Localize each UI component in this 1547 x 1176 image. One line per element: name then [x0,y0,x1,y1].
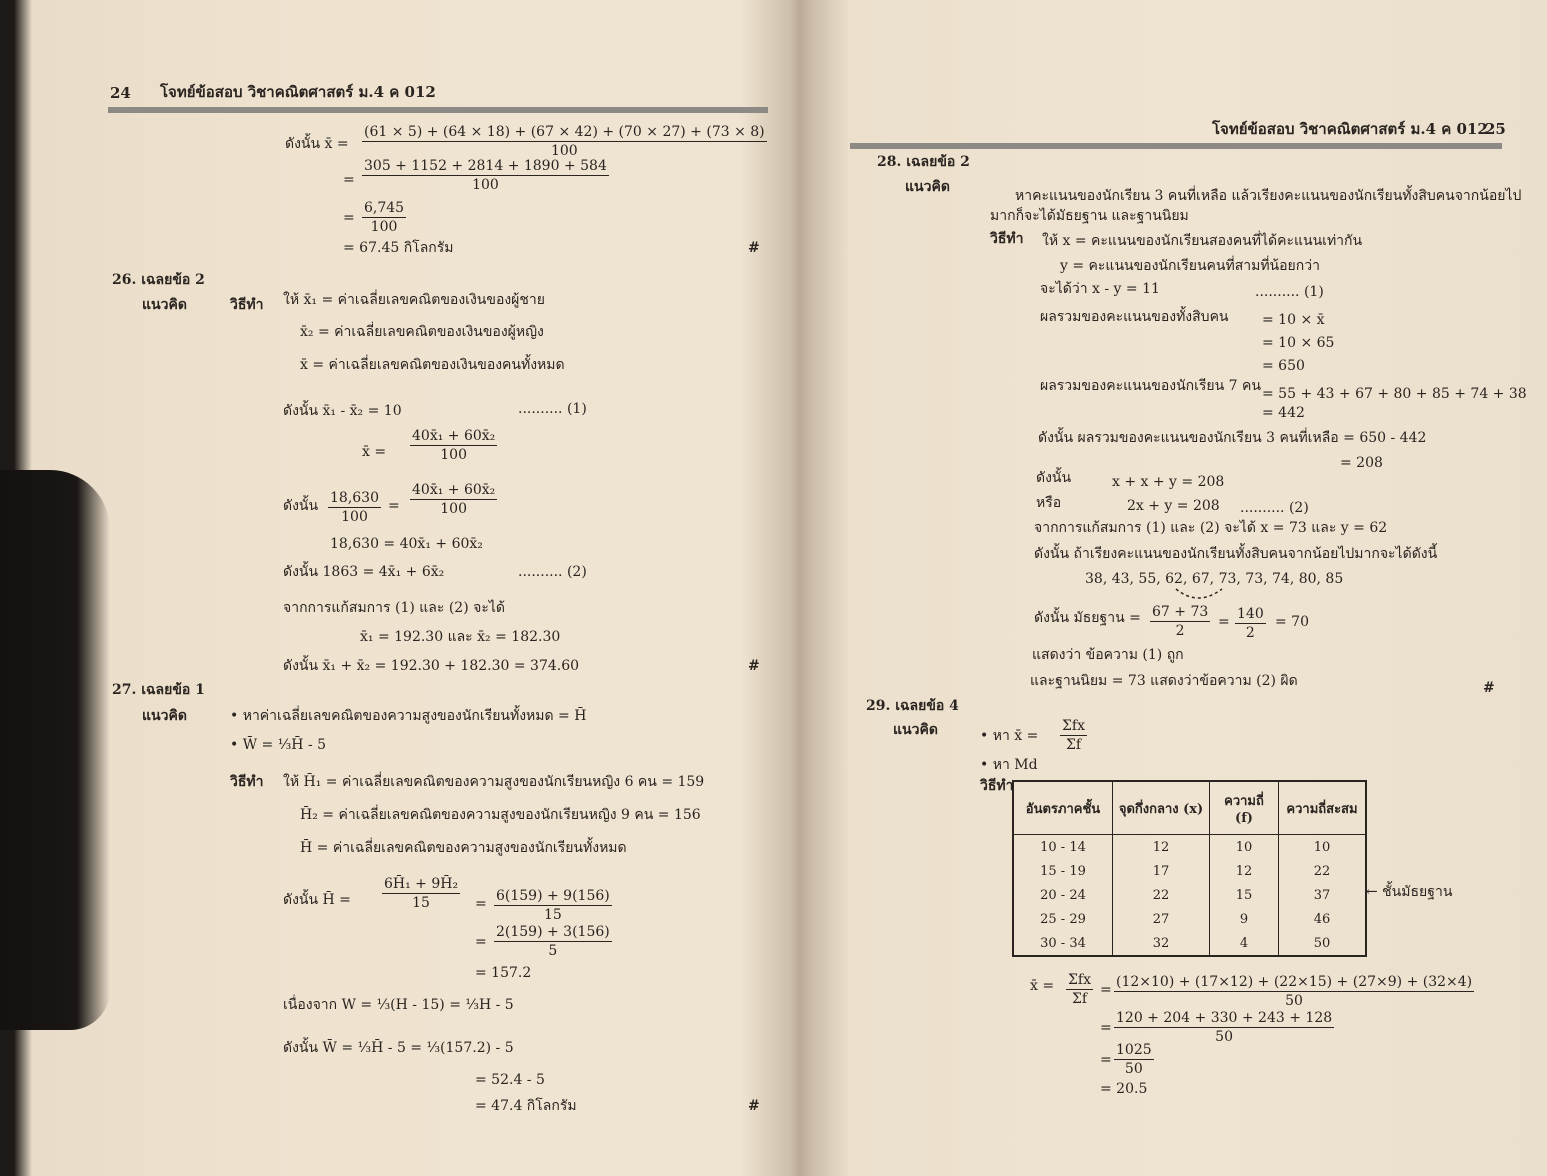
left-page-number: 24 [110,84,131,102]
q27-calc-4: = 157.2 [475,965,532,981]
left-header-rule [108,107,768,113]
table-cell: 15 [1210,883,1279,907]
q26-eq-5-tag: .......... (2) [518,564,587,580]
median-class-note: ← ชั้นมัธยฐาน [1366,884,1453,900]
q27-then-3: = 47.4 กิโลกรัม [475,1098,577,1114]
left-page-title: โจทย์ข้อสอบ วิชาคณิตศาสตร์ ม.4 ค 012 [160,83,436,101]
q28-approach: แนวคิด [905,179,950,195]
q27-end-mark: # [748,1098,760,1114]
q27-then-2: = 52.4 - 5 [475,1072,545,1088]
q28-middle-bracket [1170,585,1230,605]
q26-heading: 26. เฉลยข้อ 2 [112,272,205,288]
q29-mean-fraction-2: $\frac{120 + 204 + 330 + 243 + 128}{50}$ [1116,1010,1333,1045]
q28-eq-2-tag: .......... (2) [1240,500,1309,516]
q26-eq-1: ดังนั้น x̄₁ - x̄₂ = 10 [283,403,402,419]
q29-bullet-2: • หา Md [980,757,1038,773]
q26-let-2: x̄₂ = ค่าเฉลี่ยเลขคณิตของเงินของผู้หญิง [300,324,544,340]
q29-mean-equals: = [1100,982,1112,998]
q28-eq-2b: 2x + y = 208 [1127,498,1220,514]
q27-calc-3-equals: = [475,934,487,950]
q27-calc-2-fraction: $\frac{6(159) + 9(156)}{15}$ [496,888,610,923]
q25-fraction-3: $\frac{6,745}{100}$ [364,200,405,235]
q27-bullet-1: • หาค่าเฉลี่ยเลขคณิตของความสูงของนักเรียนทั้งหมด = H̄ [230,708,587,724]
column-header: ความถี่สะสม [1279,781,1367,835]
table-cell: 12 [1113,835,1210,860]
q27-let-1: ให้ H̄₁ = ค่าเฉลี่ยเลขคณิตของความสูงของนักเรียนหญิง 6 คน = 159 [283,774,705,790]
q25-eq-2: = [343,210,355,226]
table-cell: 4 [1210,931,1279,956]
q27-calc-fraction: $\frac{\text{6H̄₁ + 9H̄₂}}{15}$ [384,876,459,911]
q28-end-mark: # [1483,680,1495,696]
q26-eq-3-right-fraction: $\frac{\text{40x̄₁ + 60x̄₂}}{100}$ [412,482,496,517]
q27-method: วิธีทำ [230,774,264,790]
table-cell: 32 [1113,931,1210,956]
q29-mean-fraction-0: Σfx Σf [1068,972,1091,1007]
q27-let-2: H̄₂ = ค่าเฉลี่ยเลขคณิตของความสูงของนักเรียนหญิง 9 คน = 156 [300,807,701,823]
q26-eq-2-lead: x̄ = [362,444,387,460]
q26-let-1: ให้ x̄₁ = ค่าเฉลี่ยเลขคณิตของเงินของผู้ชาย [283,292,545,308]
q28-idea-1: หาคะแนนของนักเรียน 3 คนที่เหลือ แล้วเรียงคะแนนของนักเรียนทั้งสิบคนจากน้อยไป [1015,188,1522,204]
q29-mean-equals-2: = [1100,1020,1112,1036]
q27-calc-2-equals: = [475,896,487,912]
q25-end-mark: # [748,240,760,256]
q26-method: วิธีทำ [230,297,264,313]
q25-fraction-1: $\frac{(61 \times 5) + (64 \times 18) + (67 \times 42) + (70 \times 27) + (73 \times 8)}{100}$ [364,124,765,159]
column-header: จุดกึ่งกลาง (x) [1113,781,1210,835]
table-cell: 20 - 24 [1013,883,1113,907]
q28-sum-3: = 650 [1262,358,1305,374]
q29-mean-lead: x̄ = [1030,978,1055,994]
q27-calc-3-fraction: $\frac{2(159) + 3(156)}{5}$ [496,924,610,959]
q28-order: ดังนั้น ถ้าเรียงคะแนนของนักเรียนทั้งสิบคนจากน้อยไปมากจะได้ดังนี้ [1034,546,1438,562]
q28-median-fraction: $\frac{67 + 73}{2}$ [1152,604,1209,639]
right-page-number: 25 [1485,120,1506,138]
table-row [1013,931,1366,956]
table-row [1013,835,1366,860]
q29-bullet-1-fraction: Σfx Σf [1062,718,1085,753]
q27-heading: 27. เฉลยข้อ 1 [112,682,205,698]
q26-approach: แนวคิด [142,297,187,313]
q25-fraction-2: $\frac{305 + 1152 + 2814 + 1890 + 584}{100}$ [364,158,607,193]
q26-eq-3-equals: = [388,498,400,514]
q27-since: เนื่องจาก W = ⅓(H - 15) = ⅓H - 5 [283,997,514,1013]
q29-bullet-1-lead: • หา x̄ = [980,728,1039,744]
q28-sum-2: = 10 × 65 [1262,335,1335,351]
q27-let-3: H̄ = ค่าเฉลี่ยเลขคณิตของความสูงของนักเรียนทั้งหมด [300,840,627,856]
q28-sum7: = 55 + 43 + 67 + 80 + 85 + 74 + 38 [1262,386,1527,402]
q28-sum7-b: = 442 [1262,405,1305,421]
table-cell: 27 [1113,907,1210,931]
q28-conclusion-1: แสดงว่า ข้อความ (1) ถูก [1032,647,1184,663]
table-cell: 37 [1279,883,1367,907]
q28-median-lead: ดังนั้น มัธยฐาน = [1034,610,1141,626]
column-header: อันตรภาคชั้น [1013,781,1113,835]
q28-rest: ดังนั้น ผลรวมของคะแนนของนักเรียน 3 คนที่เหลือ = 650 - 442 [1038,430,1427,446]
q28-sum-label: ผลรวมของคะแนนของทั้งสิบคน [1040,309,1229,325]
q26-eq-5: ดังนั้น 1863 = 4x̄₁ + 6x̄₂ [283,564,445,580]
q26-solve: จากการแก้สมการ (1) และ (2) จะได้ [283,600,505,616]
q28-conclusion-2: และฐานนิยม = 73 แสดงว่าข้อความ (2) ผิด [1030,673,1298,689]
table-cell: 30 - 34 [1013,931,1113,956]
q28-method: วิธีทำ [990,231,1024,247]
q28-eq-2a-lead: ดังนั้น [1036,470,1072,486]
table-cell: 15 - 19 [1013,859,1113,883]
table-cell: 46 [1279,907,1367,931]
q29-mean-equals-3: = [1100,1052,1112,1068]
q26-solution-1: x̄₁ = 192.30 และ x̄₂ = 182.30 [360,629,561,645]
table-row [1013,907,1366,931]
table-cell: 10 - 14 [1013,835,1113,860]
q26-let-3: x̄ = ค่าเฉลี่ยเลขคณิตของเงินของคนทั้งหมด [300,357,565,373]
q26-eq-3-left-fraction: $\frac{18,630}{100}$ [330,490,379,525]
q28-sum7-label: ผลรวมของคะแนนของนักเรียน 7 คน [1040,378,1261,394]
q27-then: ดังนั้น W̄ = ⅓H̄ - 5 = ⅓(157.2) - 5 [283,1040,514,1056]
q26-solution-2: ดังนั้น x̄₁ + x̄₂ = 192.30 + 182.30 = 374.60 [283,658,580,674]
q27-calc-lead: ดังนั้น H̄ = [283,892,351,908]
table-cell: 9 [1210,907,1279,931]
table-cell: 17 [1113,859,1210,883]
column-header: ความถี่ (f) [1210,781,1279,835]
q26-eq-4: 18,630 = 40x̄₁ + 60x̄₂ [330,536,483,552]
q28-eq-1-tag: .......... (1) [1255,284,1324,300]
q29-heading: 29. เฉลยข้อ 4 [866,698,959,714]
table-row [1013,883,1366,907]
table-cell: 12 [1210,859,1279,883]
q28-median-fraction-2: $\frac{140}{2}$ [1237,606,1264,641]
q28-let-2: y = คะแนนของนักเรียนคนที่สามที่น้อยกว่า [1060,258,1320,274]
table-cell: 25 - 29 [1013,907,1113,931]
q28-let-1: ให้ x = คะแนนของนักเรียนสองคนที่ได้คะแนนเท่ากัน [1042,233,1363,249]
right-page-title: โจทย์ข้อสอบ วิชาคณิตศาสตร์ ม.4 ค 012 [1212,120,1488,138]
q29-mean-fraction: $\frac{(12\times 10) + (17\times 12) + (22\times 15) + (27\times 9) + (32\times 4)}{50}$ [1116,974,1473,1009]
q29-mean-fraction-3: $\frac{1025}{50}$ [1116,1042,1152,1077]
q28-eq-2a: x + x + y = 208 [1112,474,1225,490]
q28-heading: 28. เฉลยข้อ 2 [877,154,970,170]
q28-median-equals: = [1218,614,1230,630]
q25-eq: = [343,172,355,188]
table-cell: 50 [1279,931,1367,956]
table-cell: 22 [1279,859,1367,883]
thumb-shadow [0,470,110,1030]
q28-sum-1: = 10 × x̄ [1262,312,1325,328]
q27-approach: แนวคิด [142,708,187,724]
table-row [1013,859,1366,883]
q29-method: วิธีทำ [980,778,1014,794]
table-cell: 10 [1210,835,1279,860]
table-header-row [1013,781,1366,835]
q28-median-result: = 70 [1275,614,1309,630]
frequency-table [1012,780,1367,957]
q26-eq-1-tag: .......... (1) [518,401,587,417]
table-cell: 10 [1279,835,1367,860]
q25-result: = 67.45 กิโลกรัม [343,240,454,256]
q28-rest-2: = 208 [1340,455,1383,471]
q26-eq-2-fraction: $\frac{\text{40x̄₁ + 60x̄₂}}{100}$ [412,428,496,463]
q28-eq-1: จะได้ว่า x - y = 11 [1040,281,1160,297]
q29-approach: แนวคิด [893,722,938,738]
q25-lead: ดังนั้น x̄ = [285,136,349,152]
q28-list: 38, 43, 55, 62, 67, 73, 73, 74, 80, 85 [1085,571,1344,587]
q28-idea-2: มากก็จะได้มัธยฐาน และฐานนิยม [990,208,1189,224]
q27-bullet-2: • W̄ = ⅓H̄ - 5 [230,737,327,753]
q26-eq-3-lead: ดังนั้น [283,498,319,514]
q29-mean-result: = 20.5 [1100,1081,1148,1097]
table-cell: 22 [1113,883,1210,907]
q28-eq-2b-lead: หรือ [1036,495,1062,511]
q26-end-mark: # [748,658,760,674]
q28-solve: จากการแก้สมการ (1) และ (2) จะได้ x = 73 และ y = 62 [1034,520,1388,536]
right-header-rule [850,143,1502,149]
